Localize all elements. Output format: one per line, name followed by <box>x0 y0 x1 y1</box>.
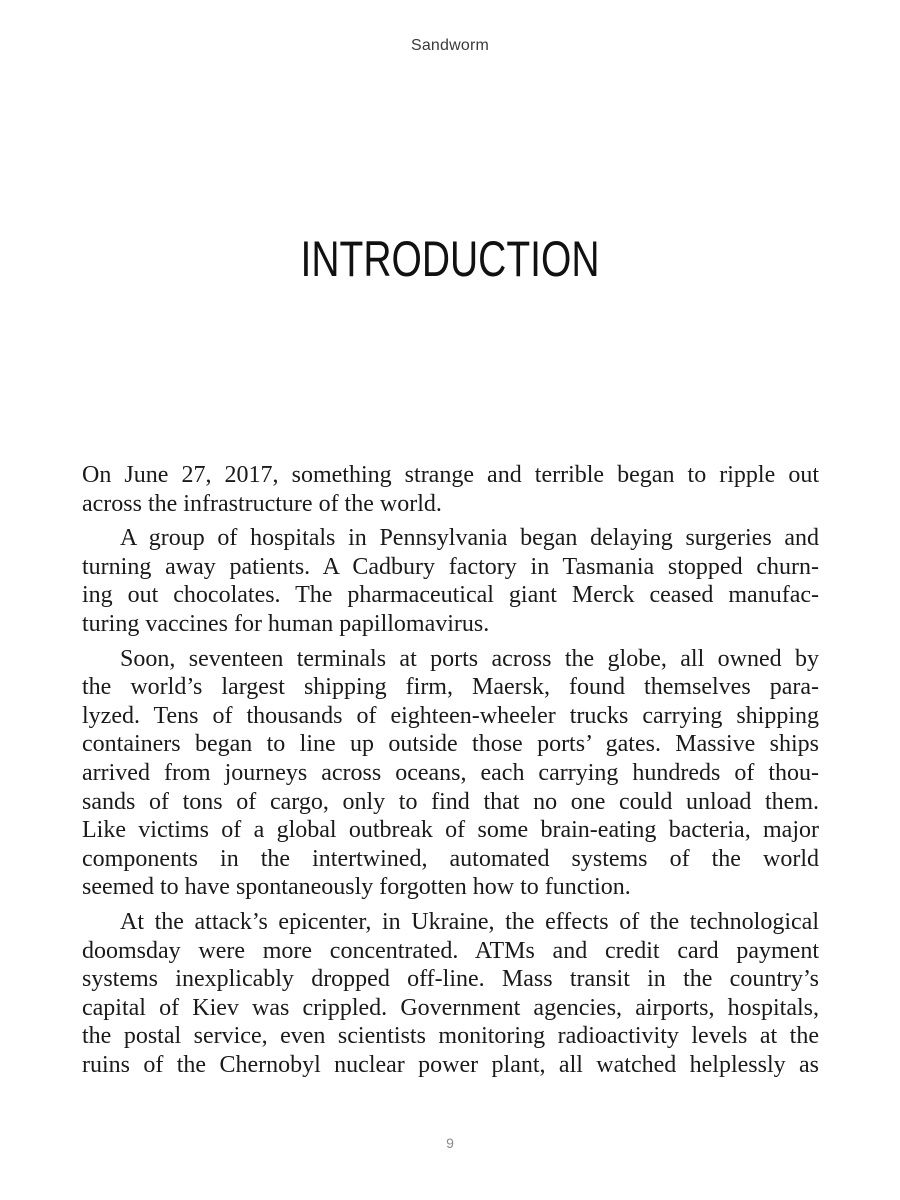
chapter-title: INTRODUCTION <box>300 230 600 287</box>
text-line: Soon, seventeen terminals at ports across the globe, all owned by <box>120 645 819 672</box>
text-line: capital of Kiev was crippled. Government agencies, airports, hospitals, <box>82 994 819 1021</box>
text-line: At the attack’s epicenter, in Ukraine, the effects of the technological <box>120 908 819 935</box>
text-line: On June 27, 2017, something strange and terrible began to ripple out <box>82 462 819 488</box>
text-line: the world’s largest shipping firm, Maersk, found themselves para- <box>82 674 819 701</box>
running-head: Sandworm <box>410 37 490 54</box>
paragraph <box>82 908 819 1080</box>
text-line: across the infrastructure of the world. <box>82 490 442 517</box>
text-line: the postal service, even scientists monitoring radioactivity levels at the <box>82 1023 819 1050</box>
text-line: components in the intertwined, automated systems of the world <box>82 845 819 872</box>
text-line: Like victims of a global outbreak of some brain-eating bacteria, major <box>82 817 819 844</box>
text-line: A group of hospitals in Pennsylvania began delaying surgeries and <box>120 525 819 552</box>
text-line: systems inexplicably dropped off-line. Mass transit in the country’s <box>82 966 819 993</box>
text-line: sands of tons of cargo, only to find that no one could unload them. <box>82 788 819 815</box>
text-line: seemed to have spontaneously forgotten how to function. <box>82 874 631 901</box>
paragraph <box>82 524 819 638</box>
page-number: 9 <box>446 1135 454 1151</box>
paragraph <box>82 645 819 902</box>
text-line: turning away patients. A Cadbury factory in Tasmania stopped churn- <box>82 553 819 580</box>
paragraph <box>82 461 819 518</box>
text-line: containers began to line up outside those ports’ gates. Massive ships <box>82 731 819 758</box>
text-line: doomsday were more concentrated. ATMs and credit card payment <box>82 937 819 964</box>
text-line: lyzed. Tens of thousands of eighteen-wheeler trucks carrying shipping <box>82 702 819 729</box>
text-line: turing vaccines for human papillomavirus. <box>82 610 490 637</box>
text-line: ruins of the Chernobyl nuclear power plant, all watched helplessly as <box>82 1051 819 1078</box>
body-text <box>82 461 819 1085</box>
text-line: arrived from journeys across oceans, each carrying hundreds of thou- <box>82 759 819 786</box>
text-line: ing out chocolates. The pharmaceutical giant Merck ceased manufac- <box>82 582 819 609</box>
